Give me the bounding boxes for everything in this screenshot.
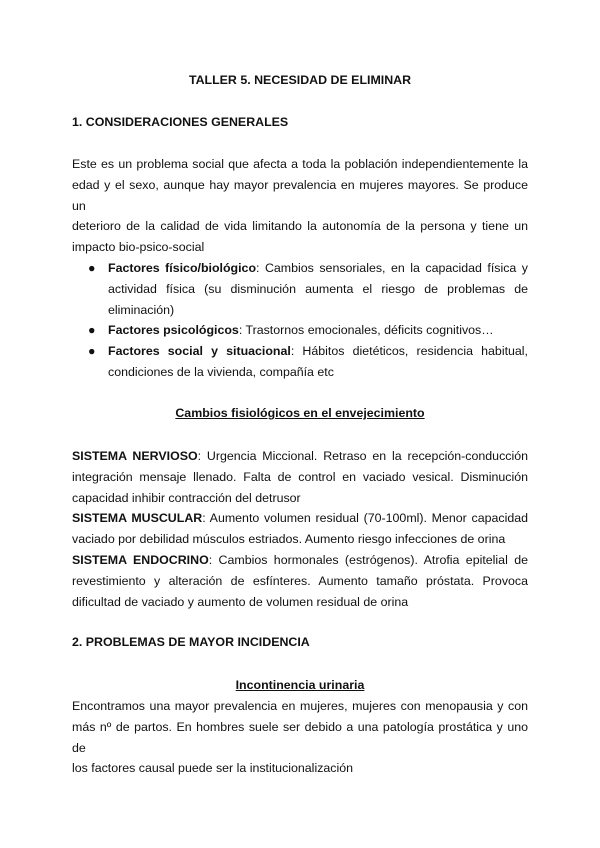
section-1-heading: 1. CONSIDERACIONES GENERALES [72, 115, 289, 129]
bullet-dot-icon: ● [88, 323, 96, 338]
factor-text: : Cambios sensoriales, en la capacidad física y [256, 261, 529, 275]
incontinence-heading: Incontinencia urinaria [235, 678, 365, 692]
intro-paragraph [72, 154, 528, 258]
factor-term: Factores físico/biológico [108, 261, 257, 275]
incontinence-paragraph [72, 696, 528, 779]
incontinence-line: los factores causal puede ser la institucionalización [72, 761, 354, 776]
intro-line: deterioro de la calidad de vida limitando la autonomía de la persona y tiene un [72, 219, 528, 234]
section-2-heading: 2. PROBLEMAS DE MAYOR INCIDENCIA [72, 635, 310, 649]
factor-text: : Hábitos dietéticos, residencia habitual, [290, 344, 528, 359]
incontinence-line: Encontramos una mayor prevalencia en mujeres, mujeres con menopausia y con [72, 699, 528, 713]
system-text: : Aumento volumen residual (70-100ml). Menor capacidad [202, 511, 528, 526]
system-text: : Urgencia Miccional. Retraso en la recepción-conducción [197, 449, 528, 463]
intro-line: impacto bio-psico-social [72, 240, 205, 255]
factor-term: Factores social y situacional [108, 344, 291, 359]
factor-item [72, 341, 528, 383]
system-term: SISTEMA NERVIOSO [72, 449, 198, 463]
factor-text: : Trastornos emocionales, déficits cognitivos… [238, 323, 494, 338]
factor-text: condiciones de la vivienda, compañía etc [108, 364, 334, 379]
factor-text: actividad física (su disminución aumenta el riesgo de problemas de [108, 281, 528, 296]
physiological-changes-heading: Cambios fisiológicos en el envejecimiento [175, 406, 425, 420]
system-text: capacidad inhibir contracción del detrusor [72, 490, 301, 505]
bullet-dot-icon: ● [88, 344, 96, 359]
incontinence-line: más nº de partos. En hombres suele ser debido a una patología prostática y uno de [72, 719, 528, 755]
bullet-dot-icon: ● [88, 261, 96, 275]
system-text: integración mensaje llenado. Falta de control en vaciado vesical. Disminución [72, 469, 528, 484]
systems-paragraph [72, 446, 528, 612]
system-text: dificultad de vaciado y aumento de volumen residual de orina [72, 594, 409, 609]
system-text: vaciado por debilidad músculos estriados. Aumento riesgo infecciones de orina [72, 532, 506, 547]
system-text: revestimiento y alteración de esfínteres. Aumento tamaño próstata. Provoca [72, 573, 528, 588]
intro-line: Este es un problema social que afecta a toda la población independientemente la [72, 157, 528, 171]
system-text: : Cambios hormonales (estrógenos). Atrofia epitelial de [208, 552, 528, 567]
factors-list [72, 258, 528, 383]
factor-item [72, 320, 528, 341]
factor-term: Factores psicológicos [108, 323, 239, 338]
intro-line: edad y el sexo, aunque hay mayor prevalencia en mujeres mayores. Se produce un [72, 177, 528, 213]
factor-item [72, 258, 528, 320]
system-term: SISTEMA MUSCULAR [72, 511, 203, 526]
factor-text: eliminación) [108, 302, 175, 317]
document-title: TALLER 5. NECESIDAD DE ELIMINAR [188, 73, 412, 87]
system-term: SISTEMA ENDOCRINO [72, 552, 209, 567]
